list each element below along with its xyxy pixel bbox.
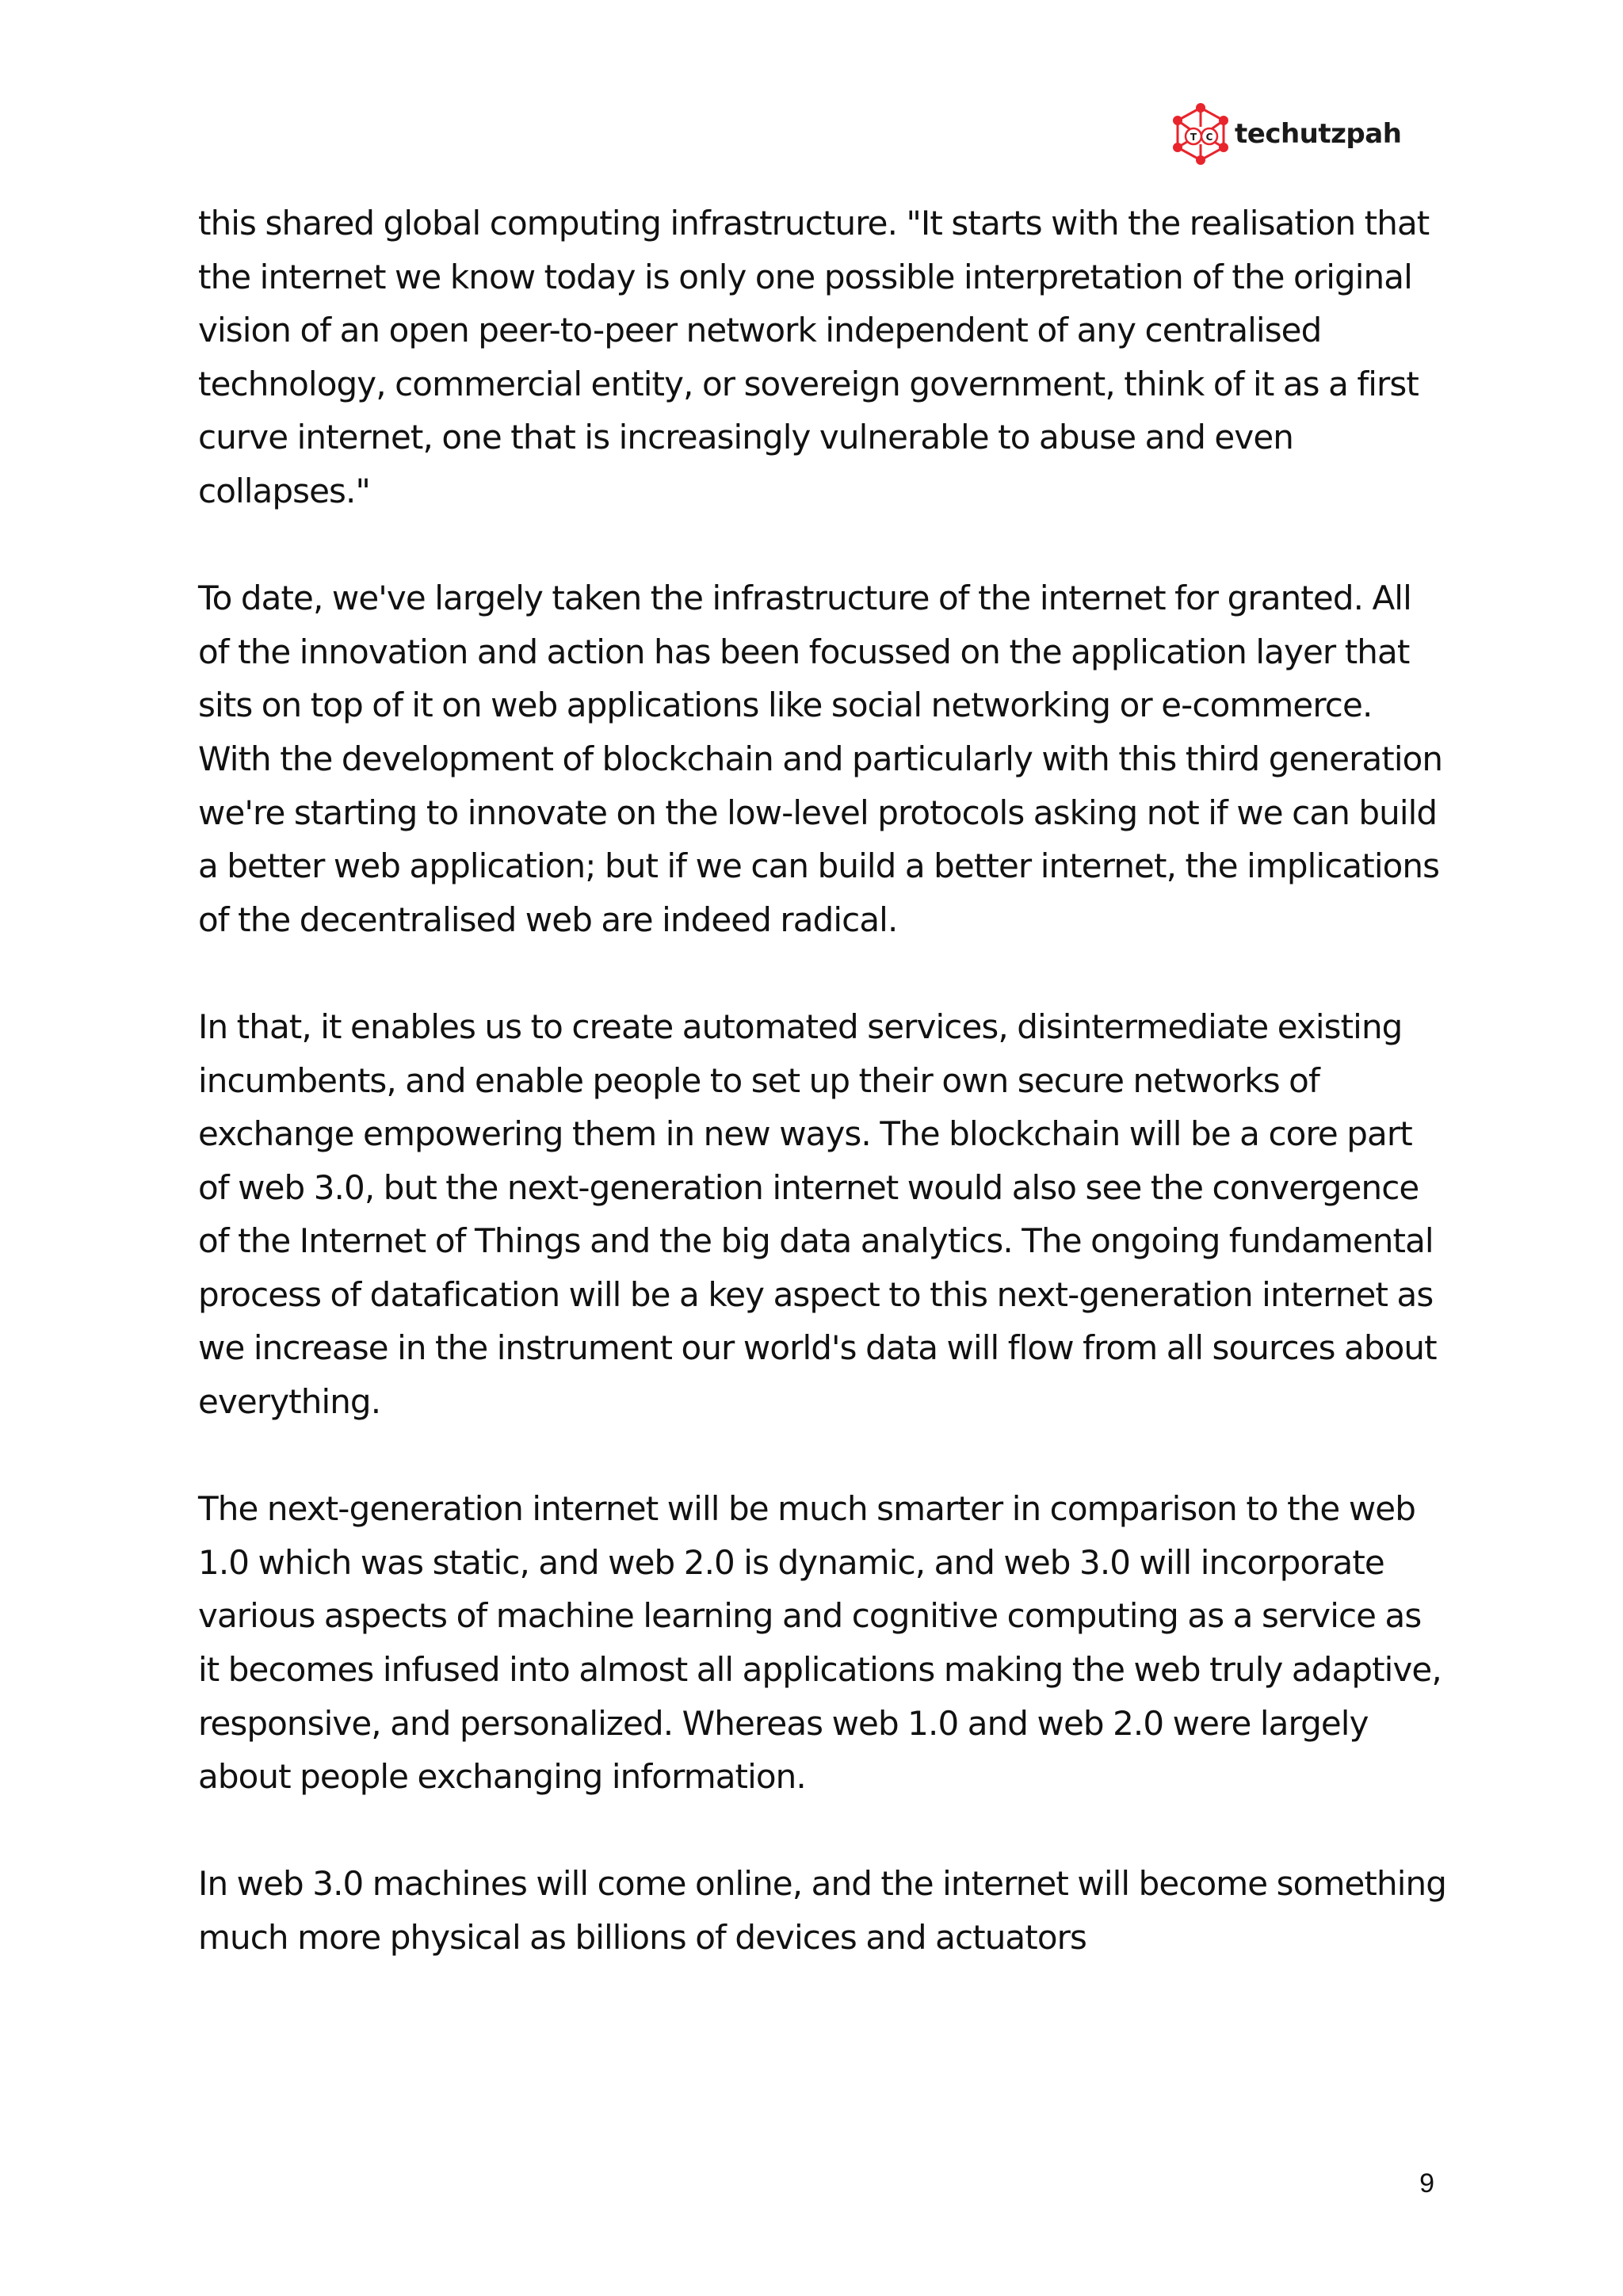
techutzpah-logo-mark-icon [1170, 101, 1232, 166]
paragraph-5: In web 3.0 machines will come online, and the internet will become something much more physical as billions of devices and actuators [198, 1864, 1446, 1957]
document-body [198, 197, 1450, 2018]
page-number: 9 [1419, 2168, 1434, 2199]
logo-wordmark: techutzpah [1235, 118, 1402, 150]
paragraph-2: To date, we've largely taken the infrastructure of the internet for granted. All of the innovation and action has been focussed on the application layer that sits on top of it on web applications like social networking or e-commerce. With the development of blockchain and particularly with this third generation we're starting to innovate on the low-level protocols asking not if we can build a better web application; but if we can build a better internet, the implications of the decentralised web are indeed radical. [198, 579, 1443, 939]
paragraph-4: The next-generation internet will be much smarter in comparison to the web 1.0 which was static, and web 2.0 is dynamic, and web 3.0 will incorporate various aspects of machine learning and cognitive computing as a service as it becomes infused into almost all applications making the web truly adaptive, responsive, and personalized. Whereas web 1.0 and web 2.0 were largely about people exchanging information. [198, 1489, 1442, 1797]
logo-letter-c: C [1205, 132, 1213, 143]
paragraph-3: In that, it enables us to create automated services, disintermediate existing incumbents, and enable people to set up their own secure networks of exchange empowering them in new ways. The blockchain will be a core part of web 3.0, but the next-generation internet would also see the convergence of the Internet of Things and the big data analytics. The ongoing fundamental process of datafication will be a key aspect to this next-generation internet as we increase in the instrument our world's data will flow from all sources about everything. [198, 1007, 1437, 1422]
paragraph-1: this shared global computing infrastructure. "It starts with the realisation that the internet we know today is only one possible interpretation of the original vision of an open peer-to-peer network independent of any centralised technology, commercial entity, or sovereign government, think of it as a first curve internet, one that is increasingly vulnerable to abuse and even collapses." [198, 204, 1430, 510]
logo-letter-t: T [1190, 132, 1197, 143]
brand-logo [1170, 101, 1401, 166]
